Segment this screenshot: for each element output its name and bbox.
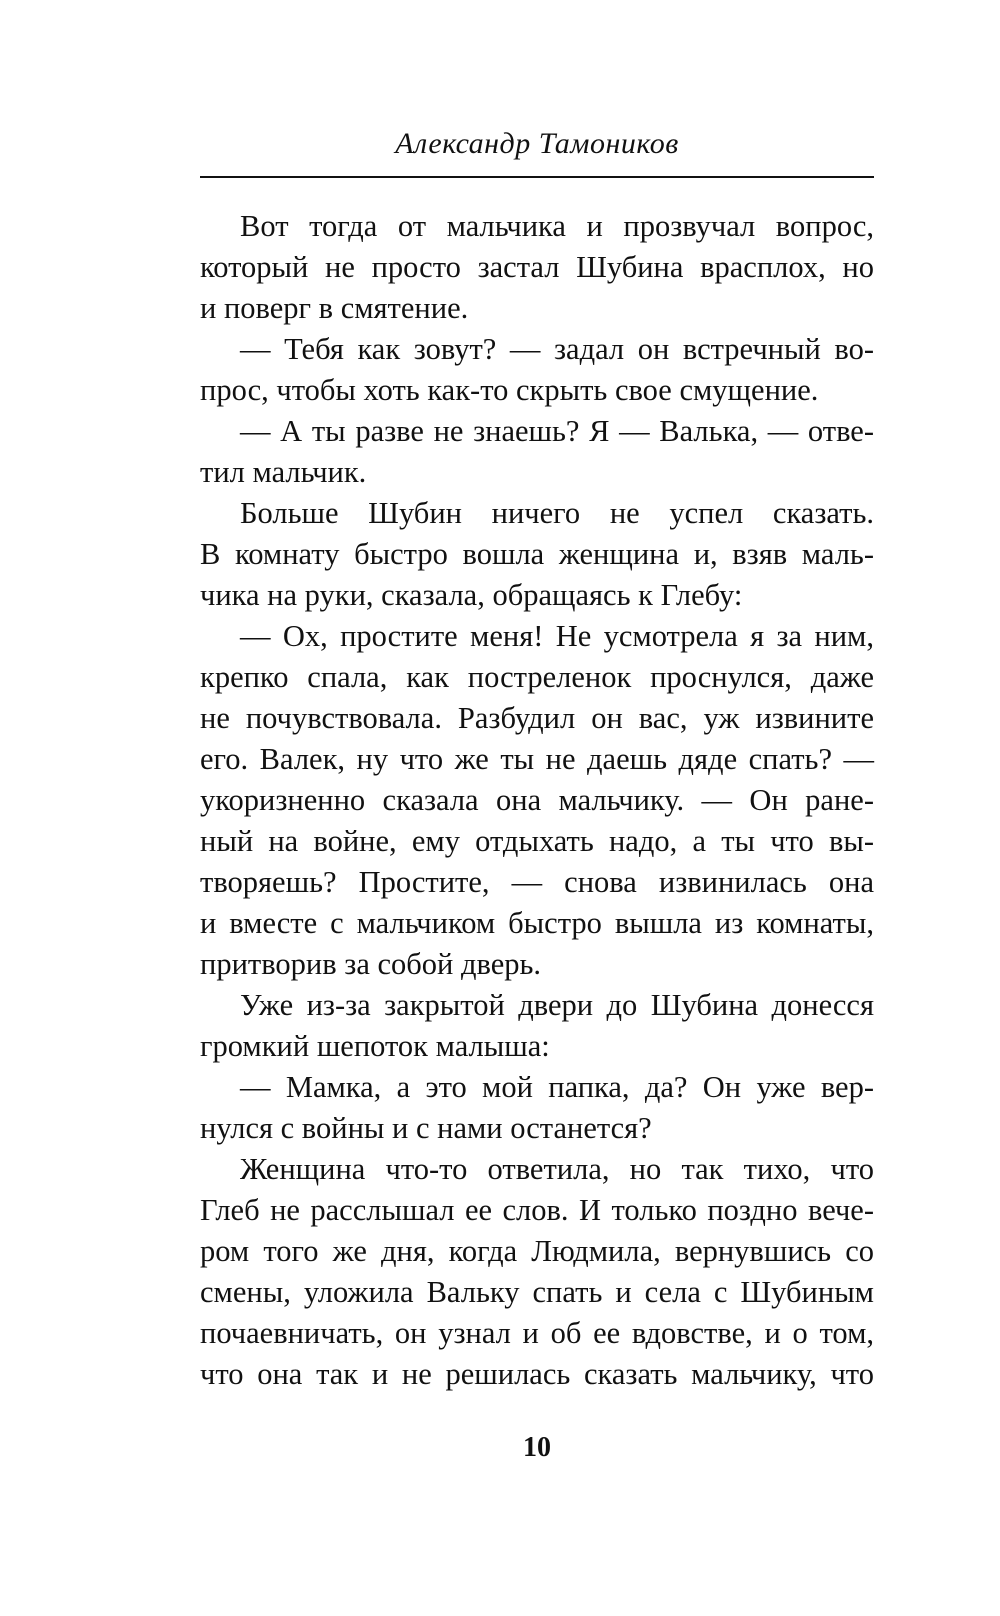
text-line: почаевничать, он узнал и об ее вдовстве, и о том, — [200, 1316, 874, 1350]
page-body-text — [200, 206, 874, 1395]
text-line: что она так и не решилась сказать мальчику, что — [200, 1357, 874, 1391]
text-line: крепко спала, как постреленок проснулся, даже — [200, 660, 874, 694]
text-line: — Тебя как зовут? — задал он встречный во- — [240, 332, 874, 366]
text-line: и поверг в смятение. — [200, 291, 469, 325]
text-line: — А ты разве не знаешь? Я — Валька, — отве- — [240, 414, 874, 448]
text-line: тил мальчик. — [200, 455, 367, 489]
text-line: Глеб не расслышал ее слов. И только поздно вече- — [200, 1193, 874, 1227]
text-line: притворив за собой дверь. — [200, 947, 542, 981]
text-line: который не просто застал Шубина врасплох, но — [200, 250, 874, 284]
text-line: Женщина что-то ответила, но так тихо, что — [240, 1152, 874, 1186]
text-line: укоризненно сказала она мальчику. — Он ране- — [200, 783, 874, 817]
text-line: ный на войне, ему отдыхать надо, а ты что вы- — [200, 824, 874, 858]
text-line: смены, уложила Вальку спать и села с Шубиным — [200, 1275, 874, 1309]
header-divider — [200, 176, 874, 178]
text-line: нулся с войны и с нами останется? — [200, 1111, 652, 1145]
page-number: 10 — [523, 1432, 551, 1463]
text-line: прос, чтобы хоть как-то скрыть свое смущение. — [200, 373, 819, 407]
text-line: — Ох, простите меня! Не усмотрела я за ним, — [240, 619, 874, 653]
text-line: Уже из-за закрытой двери до Шубина донесся — [240, 988, 874, 1022]
text-line: его. Валек, ну что же ты не даешь дяде спать? — — [200, 742, 874, 776]
text-line: громкий шепоток малыша: — [200, 1029, 550, 1063]
text-line: Вот тогда от мальчика и прозвучал вопрос, — [240, 209, 874, 243]
text-line: не почувствовала. Разбудил он вас, уж извините — [200, 701, 874, 735]
text-line: Больше Шубин ничего не успел сказать. — [240, 496, 874, 530]
text-line: творяешь? Простите, — снова извинилась она — [200, 865, 874, 899]
running-header-author: Александр Тамоников — [395, 127, 679, 160]
text-line: и вместе с мальчиком быстро вышла из комнаты, — [200, 906, 874, 940]
text-line: чика на руки, сказала, обращаясь к Глебу: — [200, 578, 743, 612]
text-line: В комнату быстро вошла женщина и, взяв маль- — [200, 537, 874, 571]
text-line: — Мамка, а это мой папка, да? Он уже вер- — [240, 1070, 874, 1104]
text-line: ром того же дня, когда Людмила, вернувшись со — [200, 1234, 874, 1268]
